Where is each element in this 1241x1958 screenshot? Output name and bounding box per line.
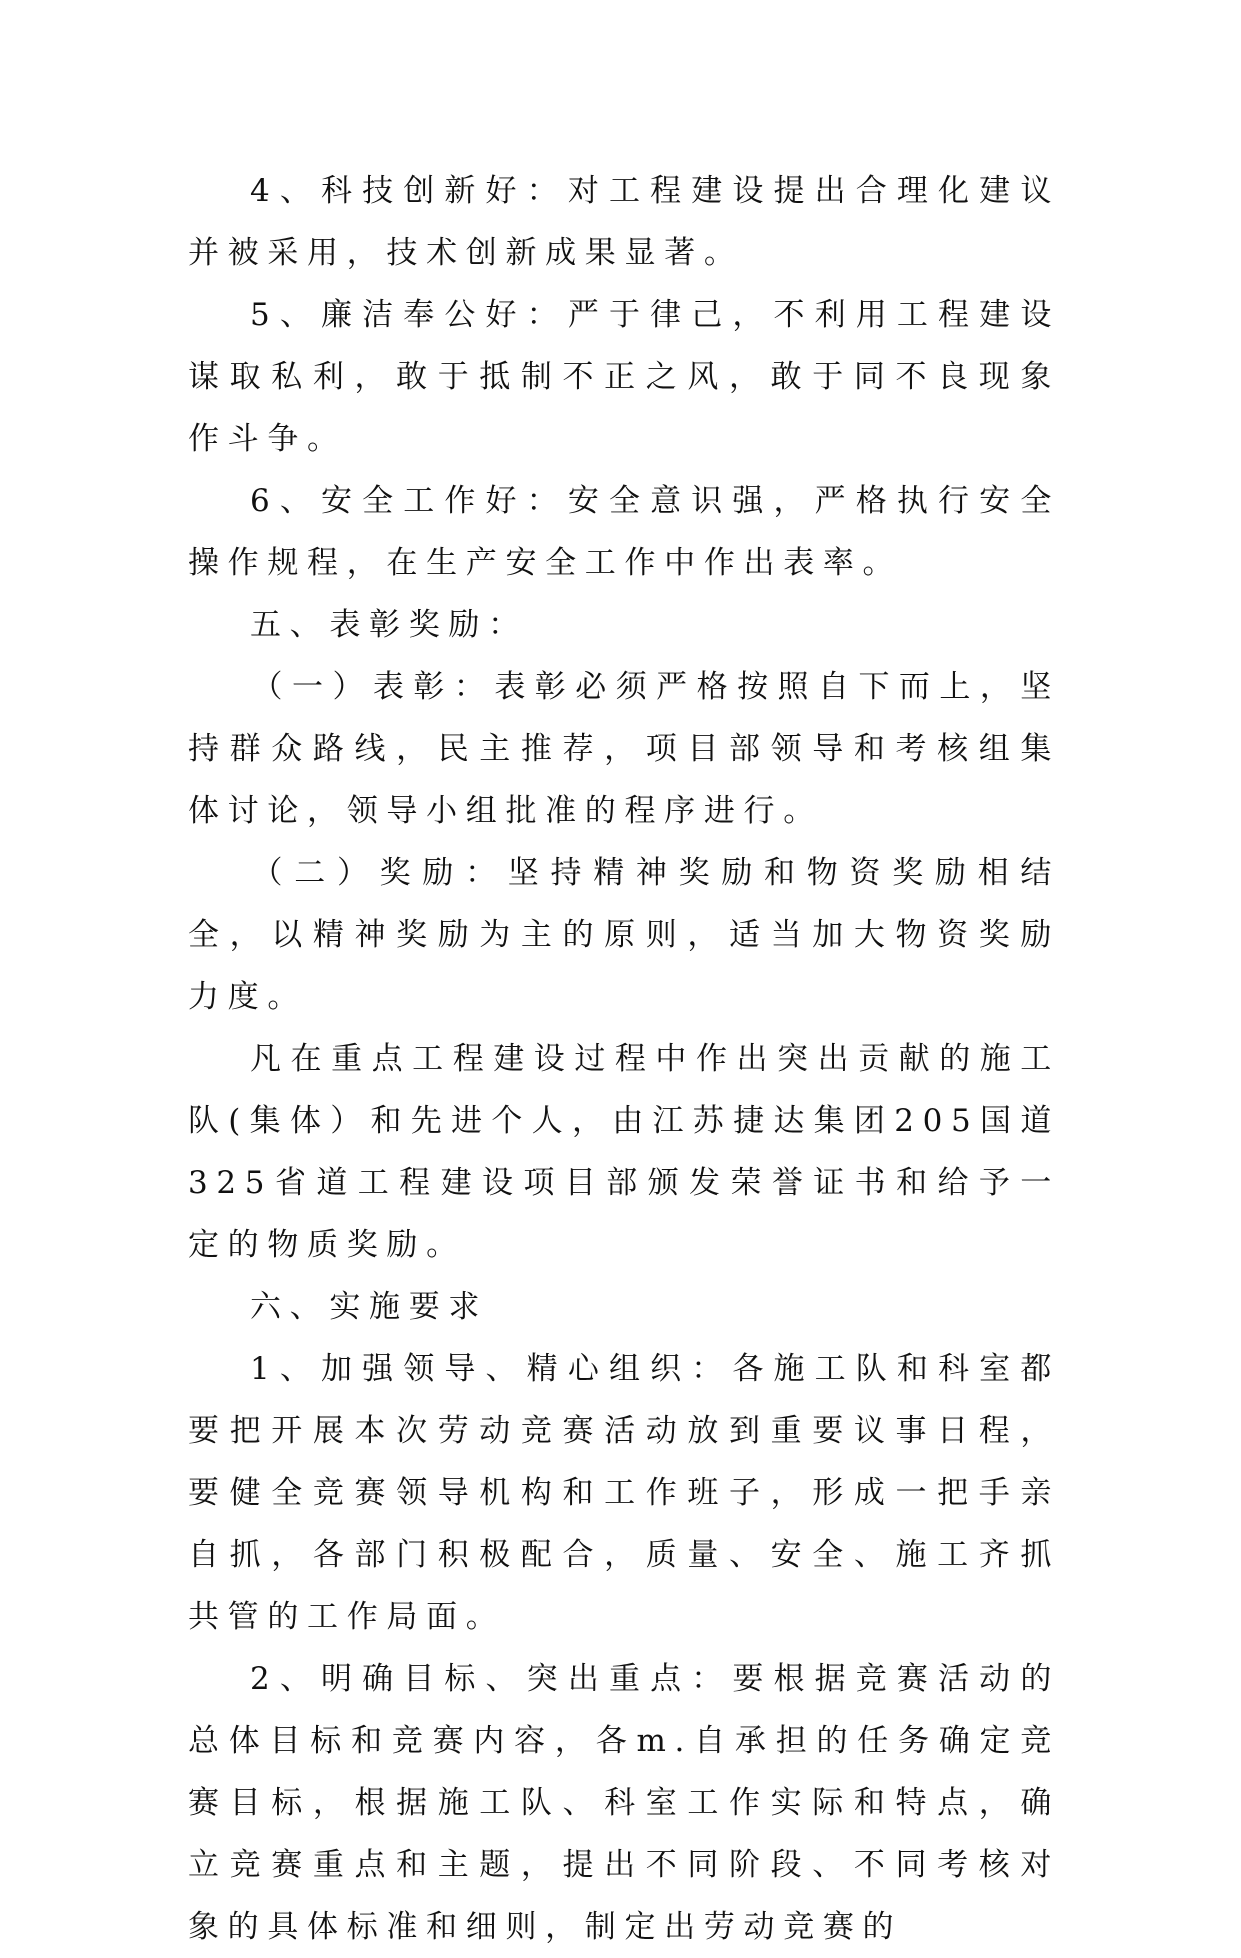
paragraph-item-5: 5、廉洁奉公好：严于律己，不利用工程建设谋取私利，敢于抵制不正之风，敢于同不良现象作斗争。 (188, 297, 1060, 457)
section-heading-rewards: 五、表彰奖励： (250, 607, 528, 643)
paragraph-commendation: （一）表彰：表彰必须严格按照自下而上，坚持群众路线，民主推荐，项目部领导和考核组集体讨论，领导小组批准的程序进行。 (188, 669, 1060, 829)
paragraph-award-recipients: 凡在重点工程建设过程中作出突出贡献的施工队(集体）和先进个人，由江苏捷达集团205国道325省道工程建设项目部颁发荣誉证书和给予一定的物质奖励。 (188, 1041, 1060, 1263)
document-body (188, 160, 1060, 1958)
paragraph-item-4: 4、科技创新好：对工程建设提出合理化建议并被采用，技术创新成果显著。 (188, 173, 1060, 271)
paragraph-reward: （二）奖励：坚持精神奖励和物资奖励相结全，以精神奖励为主的原则，适当加大物资奖励力度。 (188, 855, 1060, 1015)
paragraph-requirement-1: 1、加强领导、精心组织：各施工队和科室都要把开展本次劳动竞赛活动放到重要议事日程，要健全竞赛领导机构和工作班子，形成一把手亲自抓，各部门积极配合，质量、安全、施工齐抓共管的工作局面。 (188, 1351, 1060, 1635)
paragraph-item-6: 6、安全工作好：安全意识强，严格执行安全操作规程，在生产安全工作中作出表率。 (188, 483, 1060, 581)
section-heading-implementation: 六、实施要求 (250, 1289, 489, 1325)
paragraph-requirement-2: 2、明确目标、突出重点：要根据竞赛活动的总体目标和竞赛内容，各m.自承担的任务确定竞赛目标，根据施工队、科室工作实际和特点，确立竞赛重点和主题，提出不同阶段、不同考核对象的具体标准和细则，制定出劳动竞赛的 (188, 1661, 1060, 1945)
